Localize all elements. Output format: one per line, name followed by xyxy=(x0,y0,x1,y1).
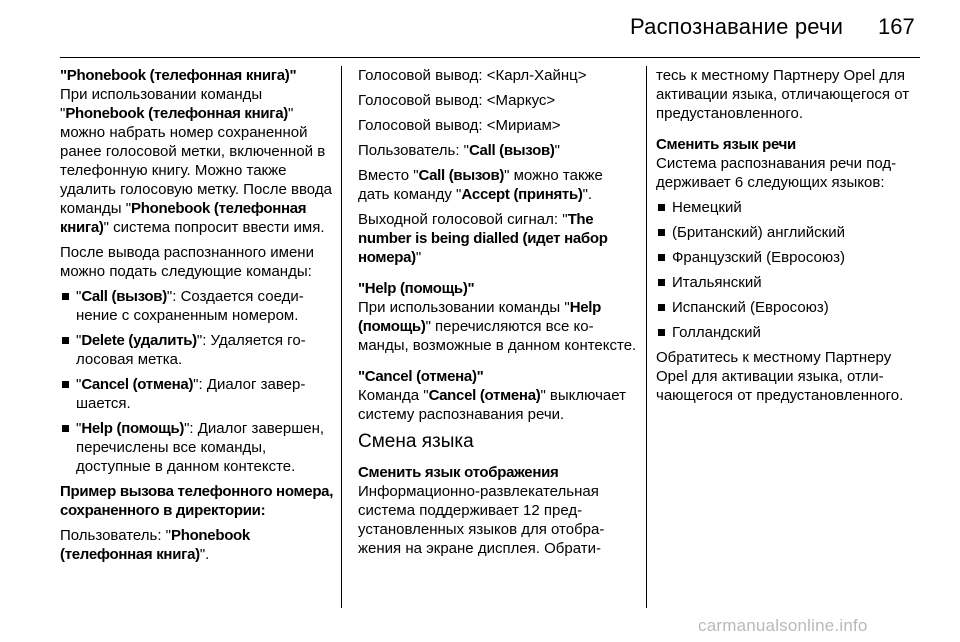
list-item: Французский (Евросоюз) xyxy=(656,248,926,267)
instead-paragraph: Вместо "Call (вызов)" можно также дать команду "Accept (принять)". xyxy=(358,167,603,203)
phonebook-keyword: Phonebook (телефонная книга) xyxy=(60,200,307,236)
help-paragraph: При использовании команды "Help (помощь)" перечисляются все команды, возможные в данном контексте. xyxy=(358,299,637,354)
phonebook-paragraph: При использовании команды "Phonebook (телефонная книга)" можно набрать номер сохраненной ранее голосовой метки, включенной в телефонную книгу. Можно также удалить голосовую метку. После ввода команды "Phonebook (телефонная книга)" система попросит ввести имя. xyxy=(60,86,332,236)
cancel-heading: "Cancel (отмена)" xyxy=(358,368,484,385)
cancel-section xyxy=(358,367,638,424)
bullet-icon xyxy=(658,279,665,286)
list-item: "Delete (удалить)": Удаляется голосовая метка. xyxy=(60,331,335,369)
user-call-line: Пользователь: "Call (вызов)" xyxy=(358,142,560,159)
list-item: Итальянский xyxy=(656,273,926,292)
voice-output-line: Голосовой вывод: <Карл-Хайнц> xyxy=(358,67,587,84)
command-list xyxy=(60,287,335,476)
bullet-icon xyxy=(62,337,69,344)
column-divider-2 xyxy=(646,66,647,608)
bullet-icon xyxy=(62,293,69,300)
page-title: Распознавание речи xyxy=(630,14,844,39)
column-3 xyxy=(656,66,926,411)
list-item: (Британский) английский xyxy=(656,223,926,242)
final-paragraph: Обратитесь к местному Партнеру Opel для активации языка, отличающегося от предустановленного. xyxy=(656,349,904,404)
bullet-icon xyxy=(62,425,69,432)
voice-output-line: Голосовой вывод: <Мириам> xyxy=(358,117,561,134)
column-divider-1 xyxy=(341,66,342,608)
bullet-icon xyxy=(658,204,665,211)
watermark: carmanualsonline.info xyxy=(698,616,868,635)
list-item: Немецкий xyxy=(656,198,926,217)
bullet-icon xyxy=(658,329,665,336)
column-1 xyxy=(60,66,335,570)
example-heading: Пример вызова телефонного номера, сохраненного в директории: xyxy=(60,483,334,519)
change-speech-section xyxy=(656,135,926,192)
bullet-icon xyxy=(62,381,69,388)
after-name-paragraph: После вывода распознанного имени можно подать следующие команды: xyxy=(60,244,314,280)
phonebook-heading: "Phonebook (телефонная книга)" xyxy=(60,67,297,84)
column-2 xyxy=(358,66,638,564)
change-speech-heading: Сменить язык речи xyxy=(656,136,796,153)
language-list xyxy=(656,198,926,342)
bullet-icon xyxy=(658,304,665,311)
voice-output-line: Голосовой вывод: <Маркус> xyxy=(358,92,556,109)
list-item: Испанский (Евросоюз) xyxy=(656,298,926,317)
help-heading: "Help (помощь)" xyxy=(358,280,475,297)
header-rule xyxy=(60,57,920,58)
bullet-icon xyxy=(658,254,665,261)
section-title: Смена языка xyxy=(358,431,474,452)
list-item: "Help (помощь)": Диалог завершен, перечислены все команды, доступные в данном контексте. xyxy=(60,419,335,476)
list-item: Голландский xyxy=(656,323,926,342)
continued-paragraph: тесь к местному Партнеру Opel для активации языка, отличающегося от предустановленного. xyxy=(656,67,910,122)
subsection-paragraph: Информационно-развлекательная система поддерживает 12 предустановленных языков для отображения на экране дисплея. Обрати- xyxy=(358,483,605,557)
output-signal-paragraph: Выходной голосовой сигнал: "The number is being dialled (идет набор номера)" xyxy=(358,211,608,266)
bullet-icon xyxy=(658,229,665,236)
example-user-line: Пользователь: "Phonebook (телефонная книга)". xyxy=(60,527,250,563)
list-item: "Cancel (отмена)": Диалог завершается. xyxy=(60,375,335,413)
phonebook-keyword: Phonebook (телефонная книга) xyxy=(65,105,288,122)
cancel-paragraph: Команда "Cancel (отмена)" выключает систему распознавания речи. xyxy=(358,387,626,423)
list-item: "Call (вызов)": Создается соединение с сохраненным номером. xyxy=(60,287,335,325)
subsection-heading: Сменить язык отображения xyxy=(358,464,559,481)
change-speech-paragraph: Система распознавания речи поддерживает 6 следующих языков: xyxy=(656,155,897,191)
help-section xyxy=(358,279,638,355)
page-number: 167 xyxy=(878,14,915,39)
